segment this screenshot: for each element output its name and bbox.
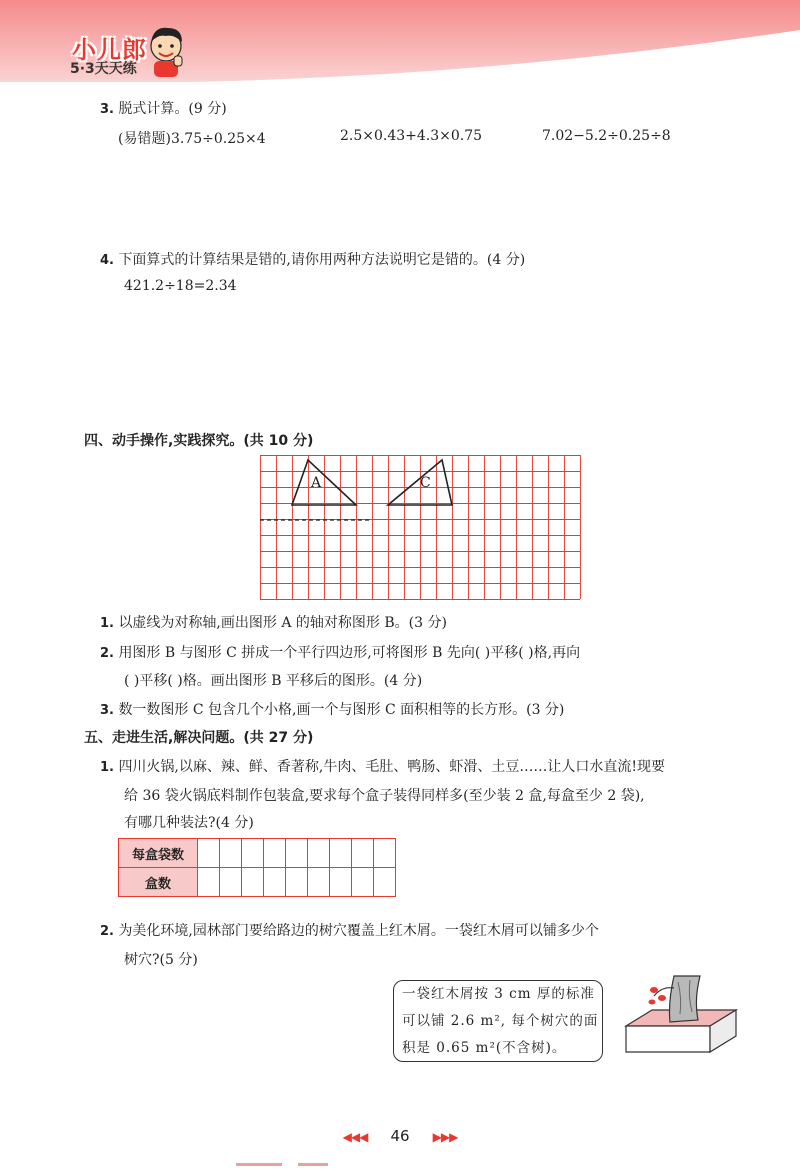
label-a: A (311, 475, 322, 491)
brand-subtitle: 5·3天天练 (70, 61, 137, 77)
answer-cell[interactable] (330, 868, 352, 897)
info-note-box (393, 980, 603, 1062)
section-4-question-2-line-2: ( )平移( )格。画出图形 B 平移后的图形。(4 分) (124, 673, 423, 689)
section-5-question-2-line-2: 树穴?(5 分) (124, 952, 198, 968)
grid-svg (260, 455, 582, 601)
label-c: C (420, 475, 431, 491)
mascot-boy-icon (144, 22, 188, 78)
triangle-a (292, 460, 356, 505)
bag-count-table (118, 838, 396, 897)
answer-cell[interactable] (264, 839, 286, 868)
answer-cell[interactable] (352, 868, 374, 897)
answer-cell[interactable] (220, 839, 242, 868)
answer-cell[interactable] (242, 868, 264, 897)
answer-cell[interactable] (374, 868, 396, 897)
question-4: 4. 下面算式的计算结果是错的,请你用两种方法说明它是错的。(4 分) (100, 252, 526, 268)
question-3: 3. 脱式计算。(9 分) (100, 101, 227, 117)
answer-cell[interactable] (264, 868, 286, 897)
bottom-tick-left (236, 1163, 282, 1166)
table-row (119, 868, 396, 897)
section-5-question-1-line-3: 有哪几种装法?(4 分) (124, 815, 254, 831)
bottom-tick-right (298, 1163, 328, 1166)
answer-cell[interactable] (352, 839, 374, 868)
question-4-expression: 421.2÷18=2.34 (124, 278, 237, 294)
prev-arrows-icon: ◀◀◀ (342, 1130, 368, 1144)
answer-cell[interactable] (198, 839, 220, 868)
section-5-question-1-line-1: 1. 四川火锅,以麻、辣、鲜、香著称,牛肉、毛肚、鸭肠、虾滑、土豆……让人口水直流!现要 (100, 759, 665, 775)
answer-cell[interactable] (286, 839, 308, 868)
page-footer (0, 1126, 800, 1145)
next-arrows-icon: ▶▶▶ (432, 1130, 458, 1144)
note-line-2: 可以铺 2.6 m², 每个树穴的面 (402, 1013, 599, 1029)
answer-cell[interactable] (198, 868, 220, 897)
expression-1: (易错题)3.75÷0.25×4 (118, 131, 266, 147)
note-line-1: 一袋红木屑按 3 cm 厚的标准 (402, 986, 595, 1002)
answer-cell[interactable] (374, 839, 396, 868)
note-line-3: 积是 0.65 m²(不含树)。 (402, 1040, 567, 1056)
section-4-question-1: 1. 以虚线为对称轴,画出图形 A 的轴对称图形 B。(3 分) (100, 615, 447, 631)
expression-3: 7.02−5.2÷0.25÷8 (542, 128, 671, 144)
row-header-box-count: 盒数 (119, 868, 198, 897)
section-4-question-2-line-1: 2. 用图形 B 与图形 C 拼成一个平行四边形,可将图形 B 先向( )平移( )格,再向 (100, 645, 581, 661)
grid-figure (260, 455, 582, 605)
answer-cell[interactable] (330, 839, 352, 868)
section-4-title: 四、动手操作,实践探究。(共 10 分) (84, 433, 314, 449)
tree-pit-illustration (612, 972, 742, 1064)
page-number: 46 (390, 1127, 410, 1145)
answer-cell[interactable] (308, 839, 330, 868)
answer-cell[interactable] (220, 868, 242, 897)
brand-logo: 小儿郎 (72, 36, 147, 64)
answer-cell[interactable] (308, 868, 330, 897)
section-4-question-3: 3. 数一数图形 C 包含几个小格,画一个与图形 C 面积相等的长方形。(3 分) (100, 702, 565, 718)
section-5-title: 五、走进生活,解决问题。(共 27 分) (84, 730, 314, 746)
answer-cell[interactable] (286, 868, 308, 897)
answer-cell[interactable] (242, 839, 264, 868)
row-header-per-box: 每盒袋数 (119, 839, 198, 868)
section-5-question-1-line-2: 给 36 袋火锅底料制作包装盒,要求每个盒子装得同样多(至少装 2 盒,每盒至少 2 袋), (124, 788, 645, 804)
expression-2: 2.5×0.43+4.3×0.75 (340, 128, 483, 144)
section-5-question-2-line-1: 2. 为美化环境,园林部门要给路边的树穴覆盖上红木屑。一袋红木屑可以铺多少个 (100, 923, 599, 939)
table-row (119, 839, 396, 868)
